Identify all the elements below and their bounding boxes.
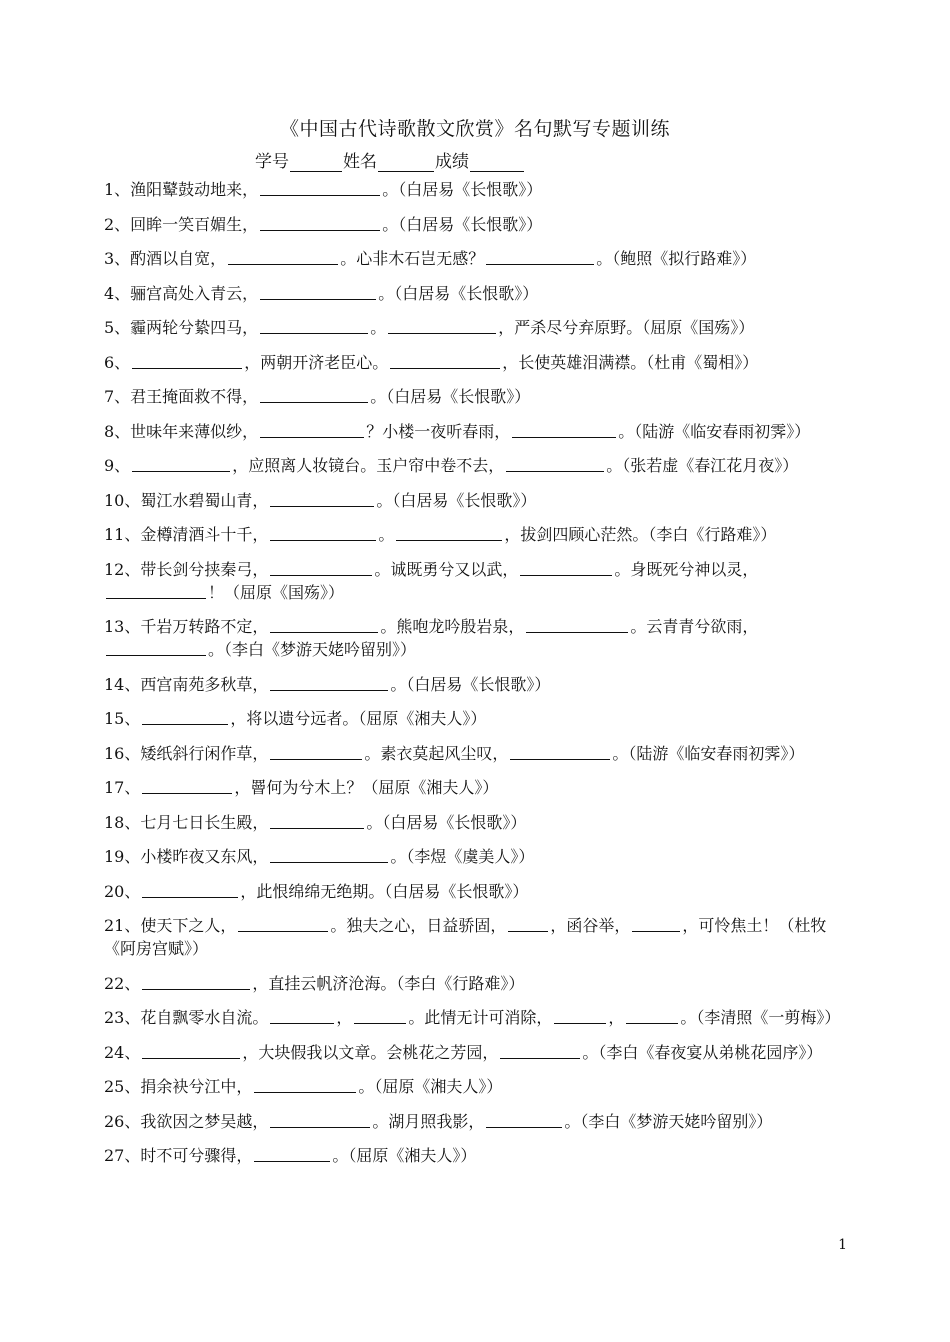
question-text: ，拔剑四顾心茫然。（李白《行路难》） [504,525,777,544]
question-text: 25、捐余袂兮江中， [104,1077,253,1096]
answer-blank[interactable] [142,1043,240,1059]
question-text: 。云青青兮欲雨， [630,617,759,636]
question-text: ，可怜焦土！（杜牧《阿房宫赋》） [104,916,827,958]
answer-blank[interactable] [354,1008,406,1024]
question-text: 4、骊宫高处入青云， [104,283,259,303]
question-text: 。（白居易《长恨歌》） [378,283,539,303]
question-item [104,742,848,765]
question-text: 21、使天下之人， [104,916,237,935]
question-text: 2、回眸一笑百媚生， [104,214,259,234]
question-text: 。熊咆龙吟殷岩泉， [380,617,525,636]
answer-blank[interactable] [554,1008,606,1024]
name-label: 姓名 [343,152,377,172]
question-text: ， [336,1008,353,1027]
question-text: 。（李清照《一剪梅》） [680,1008,841,1027]
question-item [104,1041,848,1064]
answer-blank[interactable] [238,916,328,932]
answer-blank[interactable] [486,249,594,265]
question-text: 17、 [104,778,141,797]
answer-blank[interactable] [228,249,338,265]
question-text: 12、带长剑兮挟秦弓， [104,559,269,579]
answer-blank[interactable] [260,180,380,196]
question-text: 。（陆游《临安春雨初霁》） [618,421,811,441]
question-text: 。（李白《梦游天姥吟留别》） [564,1111,773,1131]
answer-blank[interactable] [142,974,250,990]
question-item [104,420,848,443]
question-list [104,178,848,1179]
question-text: 。独夫之心，日益骄固， [330,916,507,935]
question-item [104,351,848,374]
answer-blank[interactable] [260,387,368,403]
answer-blank[interactable] [520,560,612,576]
question-item [104,1144,848,1167]
answer-blank[interactable] [142,882,238,898]
student-id-label: 学号 [255,152,289,172]
answer-blank[interactable] [396,525,502,541]
question-item [104,972,848,995]
answer-blank[interactable] [106,583,206,599]
question-text: 11、金樽清酒斗十千， [104,525,269,544]
question-text: 。（白居易《长恨歌》） [376,490,537,510]
question-item [104,1075,848,1098]
question-text: ，将以遗兮远者。（屈原《湘夫人》） [230,709,487,728]
question-text: 。（陆游《临安春雨初霁》） [612,743,805,763]
question-text: 27、时不可兮骤得， [104,1146,253,1165]
answer-blank[interactable] [270,1112,370,1128]
answer-blank[interactable] [486,1112,562,1128]
answer-blank[interactable] [270,847,388,863]
question-item [104,615,848,661]
answer-blank[interactable] [142,709,228,725]
question-text: 。（白居易《长恨歌》） [382,180,543,199]
question-text: 。素衣莫起风尘叹， [364,743,509,763]
answer-blank[interactable] [508,916,548,932]
question-item [104,523,848,546]
answer-blank[interactable] [270,744,362,760]
question-text: ？小楼一夜听春雨， [366,421,511,441]
answer-blank[interactable] [106,640,206,656]
answer-blank[interactable] [260,284,376,300]
question-text: 。（屈原《湘夫人》） [332,1146,477,1165]
question-text: 3、酌酒以自宽， [104,249,227,268]
question-text: 。（李白《春夜宴从弟桃花园序》） [582,1042,823,1062]
question-text: ，罾何为兮木上？（屈原《湘夫人》） [234,778,499,797]
question-item [104,316,848,339]
question-text: 26、我欲因之梦吴越， [104,1111,269,1131]
question-text: 14、西宫南苑多秋草， [104,674,269,694]
question-text: ！（屈原《国殇》） [208,582,345,602]
answer-blank[interactable] [270,1008,334,1024]
question-text: 22、 [104,973,141,993]
question-text: 。（屈原《湘夫人》） [358,1077,503,1096]
question-text: 。 [378,525,395,544]
question-item [104,673,848,696]
question-item [104,914,848,960]
question-text: 8、世味年来薄似纱， [104,421,259,441]
question-item [104,880,848,903]
answer-blank[interactable] [254,1146,330,1162]
question-text: 15、 [104,709,141,728]
answer-blank[interactable] [260,215,380,231]
answer-blank[interactable] [506,456,604,472]
student-info-line [255,147,525,172]
answer-blank[interactable] [632,916,680,932]
answer-blank[interactable] [390,353,500,369]
question-text: 。（李煜《虞美人》） [390,847,535,866]
page-number: 1 [838,1237,847,1253]
answer-blank[interactable] [270,617,378,633]
answer-blank[interactable] [626,1008,678,1024]
question-text: ，严杀尽兮弃原野。（屈原《国殇》） [498,318,755,337]
question-item [104,282,848,305]
question-text: 5、霾两轮兮絷四马， [104,318,259,337]
question-item [104,178,848,201]
question-text: ，长使英雄泪满襟。（杜甫《蜀相》） [502,352,759,372]
question-text: 。此情无计可消除， [408,1008,553,1027]
question-text: 10、蜀江水碧蜀山青， [104,490,269,510]
question-text: 20、 [104,881,141,901]
question-text: 。（张若虚《春江花月夜》） [606,456,799,475]
question-text: 1、渔阳鼙鼓动地来， [104,180,259,199]
question-text: 。 [370,318,387,337]
answer-blank[interactable] [132,456,230,472]
question-item [104,385,848,408]
question-text: ，此恨绵绵无绝期。（白居易《长恨歌》） [240,881,529,901]
question-text: ，大块假我以文章。会桃花之芳园， [242,1042,499,1062]
answer-blank[interactable] [500,1043,580,1059]
answer-blank[interactable] [270,675,388,691]
answer-blank[interactable] [270,813,364,829]
question-item [104,489,848,512]
answer-blank[interactable] [260,318,368,334]
question-text: 6、 [104,352,131,372]
question-text: 。（白居易《长恨歌》） [390,674,551,694]
question-text: ，直挂云帆济沧海。（李白《行路难》） [252,973,525,993]
question-item [104,558,848,604]
question-text: 。湖月照我影， [372,1111,485,1131]
question-text: 。（白居易《长恨歌》） [370,387,531,406]
answer-blank[interactable] [512,422,616,438]
question-text: 。（白居易《长恨歌》） [382,214,543,234]
question-text: 19、小楼昨夜又东风， [104,847,269,866]
page-title: 《中国古代诗歌散文欣赏》名句默写专题训练 [279,118,670,140]
answer-blank[interactable] [270,525,376,541]
question-text: 16、矮纸斜行闲作草， [104,743,269,763]
answer-blank[interactable] [260,422,364,438]
question-text: 24、 [104,1042,141,1062]
question-text: 23、花自飘零水自流。 [104,1008,269,1027]
question-text: 。诚既勇兮又以武， [374,559,519,579]
score-field[interactable] [470,155,524,172]
answer-blank[interactable] [270,560,372,576]
question-item [104,845,848,868]
question-text: 。（白居易《长恨歌》） [366,812,527,832]
score-label: 成绩 [435,152,469,172]
name-field[interactable] [378,155,434,172]
student-id-field[interactable] [290,155,342,172]
answer-blank[interactable] [526,617,628,633]
question-text: 18、七月七日长生殿， [104,812,269,832]
question-item [104,454,848,477]
question-item [104,213,848,236]
question-item [104,1110,848,1133]
question-item [104,776,848,799]
answer-blank[interactable] [142,778,232,794]
question-text: 7、君王掩面救不得， [104,387,259,406]
question-text: 。（鲍照《拟行路难》） [596,249,757,268]
question-item [104,811,848,834]
question-item [104,247,848,270]
question-text: 。（李白《梦游天姥吟留别》） [208,640,417,659]
question-text: ，应照离人妆镜台。玉户帘中卷不去， [232,456,505,475]
question-text: 。心非木石岂无感？ [340,249,485,268]
question-text: ，函谷举， [550,916,631,935]
question-text: 。身既死兮神以灵， [614,559,759,579]
answer-blank[interactable] [510,744,610,760]
question-text: 13、千岩万转路不定， [104,617,269,636]
answer-blank[interactable] [132,353,242,369]
answer-blank[interactable] [388,318,496,334]
question-item [104,707,848,730]
question-text: ，两朝开济老臣心。 [244,352,389,372]
question-text: ， [608,1008,625,1027]
answer-blank[interactable] [270,491,374,507]
question-text: 9、 [104,456,131,475]
question-item [104,1006,848,1029]
answer-blank[interactable] [254,1077,356,1093]
